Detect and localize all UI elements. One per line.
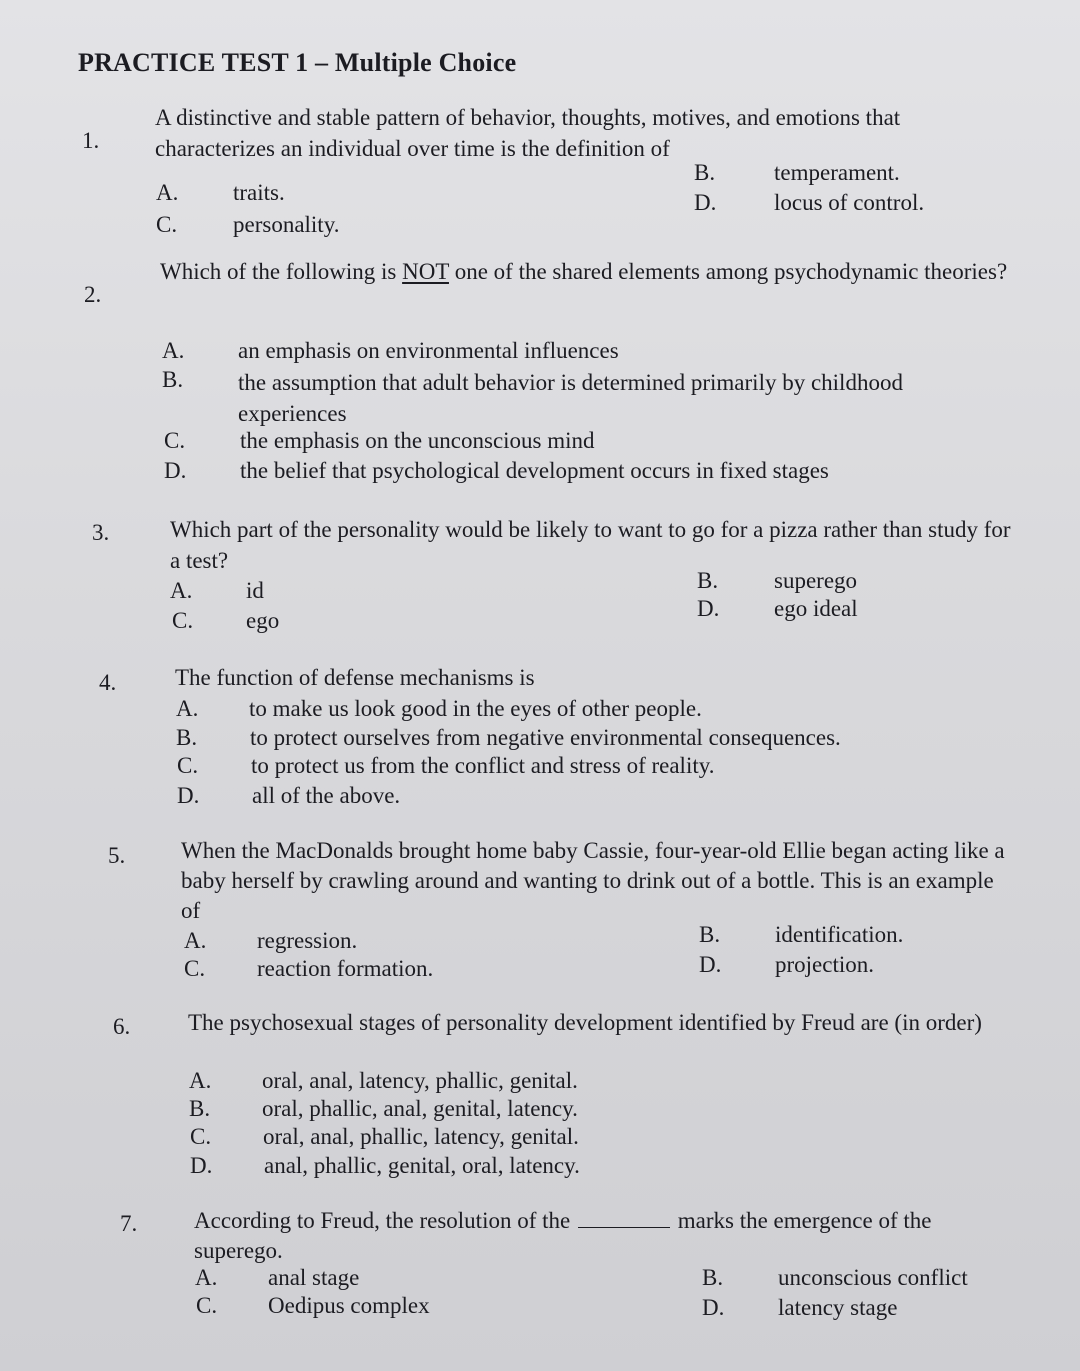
option-letter: D.: [702, 1295, 725, 1320]
question-stem: A distinctive and stable pattern of behavior, thoughts, motives, and emotions that characterizes an individual over time is the definition of: [155, 105, 901, 161]
option-letter: A.: [156, 180, 179, 205]
fill-in-blank: [578, 1209, 670, 1228]
stem-text-before: Which of the following is: [160, 259, 403, 284]
option-letter: A.: [170, 578, 193, 603]
option-letter: B.: [697, 568, 719, 593]
option-letter: C.: [190, 1124, 212, 1149]
question-number: 5.: [108, 843, 126, 868]
option-letter: D.: [694, 190, 717, 215]
option-text: reaction formation.: [257, 956, 434, 981]
option-letter: C.: [156, 212, 178, 237]
option-letter: A.: [195, 1265, 218, 1290]
option-text: Oedipus complex: [268, 1293, 430, 1318]
option-letter: B.: [189, 1096, 211, 1121]
option-text: ego: [246, 608, 280, 633]
option-letter: C.: [184, 956, 206, 981]
question-number: 7.: [120, 1211, 138, 1236]
option-text: anal stage: [268, 1265, 360, 1290]
stem-text-after: marks the emergence of the superego.: [194, 1208, 932, 1263]
option-letter: B.: [694, 160, 716, 185]
option-text: projection.: [775, 952, 874, 977]
stem-text-after: one of the shared elements among psychodynamic theories?: [448, 259, 1008, 284]
option-letter: A.: [189, 1068, 212, 1093]
question-stem: The function of defense mechanisms is: [175, 665, 535, 690]
question-number: 4.: [99, 670, 117, 695]
option-text: all of the above.: [252, 783, 401, 808]
option-text: regression.: [257, 928, 358, 953]
option-letter: D.: [699, 952, 722, 977]
option-letter: A.: [162, 338, 185, 363]
question-stem: [160, 256, 1020, 287]
option-text: to protect ourselves from negative environmental consequences.: [250, 725, 841, 750]
option-text: oral, anal, phallic, latency, genital.: [263, 1124, 579, 1149]
option-text: oral, phallic, anal, genital, latency.: [262, 1096, 578, 1121]
question-number: 3.: [92, 520, 110, 545]
option-text: superego: [774, 568, 858, 593]
option-letter: A.: [184, 928, 207, 953]
option-letter: B.: [162, 367, 184, 392]
stem-text-before: According to Freud, the resolution of the: [194, 1208, 571, 1233]
stem-emphasis: NOT: [402, 259, 449, 284]
option-letter: C.: [177, 753, 199, 778]
option-text: locus of control.: [774, 190, 925, 215]
option-text: an emphasis on environmental influences: [238, 338, 619, 363]
option-letter: C.: [196, 1293, 218, 1318]
option-text: unconscious conflict: [778, 1265, 968, 1290]
option-text: anal, phallic, genital, oral, latency.: [264, 1153, 580, 1178]
question-stem: [194, 1206, 994, 1266]
option-letter: C.: [164, 428, 186, 453]
question-stem: The psychosexual stages of personality development identified by Freud are (in order): [188, 1010, 982, 1035]
option-text: the emphasis on the unconscious mind: [240, 428, 595, 453]
question-number: 2.: [84, 282, 102, 307]
option-text: personality.: [233, 212, 340, 237]
option-letter: D.: [164, 458, 187, 483]
option-text: identification.: [775, 922, 904, 947]
option-text: id: [246, 578, 264, 603]
option-text: ego ideal: [774, 596, 858, 621]
option-letter: B.: [176, 725, 198, 750]
option-letter: B.: [699, 922, 721, 947]
question-stem: When the MacDonalds brought home baby Cassie, four-year-old Ellie began acting like a baby herself by crawling around and wanting to drink out of a bottle. This is an example of: [181, 838, 1005, 923]
question-number: 1.: [82, 128, 100, 153]
option-text: to make us look good in the eyes of other people.: [249, 696, 702, 721]
question-number: 6.: [113, 1014, 131, 1039]
option-text: temperament.: [774, 160, 900, 185]
option-text: traits.: [233, 180, 285, 205]
question-stem: Which part of the personality would be likely to want to go for a pizza rather than study for a test?: [170, 517, 1011, 573]
option-letter: C.: [172, 608, 194, 633]
option-letter: D.: [190, 1153, 213, 1178]
option-letter: D.: [177, 783, 200, 808]
option-text: oral, anal, latency, phallic, genital.: [262, 1068, 578, 1093]
option-letter: B.: [702, 1265, 724, 1290]
option-text: latency stage: [778, 1295, 898, 1320]
option-letter: D.: [697, 596, 720, 621]
option-letter: A.: [176, 696, 199, 721]
option-text: the belief that psychological development occurs in fixed stages: [240, 458, 829, 483]
option-text: to protect us from the conflict and stress of reality.: [251, 753, 715, 778]
page-title: PRACTICE TEST 1 – Multiple Choice: [78, 48, 517, 77]
option-text: the assumption that adult behavior is determined primarily by childhood experiences: [238, 370, 903, 426]
